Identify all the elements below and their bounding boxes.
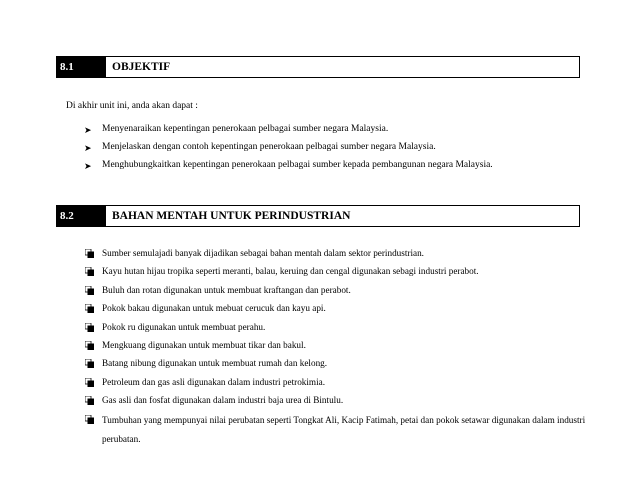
section-title: OBJEKTIF xyxy=(106,56,580,78)
list-item: Pokok ru digunakan untuk membuat perahu. xyxy=(84,319,594,336)
list-item: Pokok bakau digunakan untuk mebuat cerucuk dan kayu api. xyxy=(84,300,594,317)
stacked-squares-icon xyxy=(84,392,102,409)
stacked-squares-icon xyxy=(84,374,102,391)
list-item: Mengkuang digunakan untuk membuat tikar dan bakul. xyxy=(84,337,594,354)
arrowhead-icon: ➤ xyxy=(84,161,92,171)
list-item: Tumbuhan yang mempunyai nilai perubatan seperti Tongkat Ali, Kacip Fatimah, petai dan pokok setawar digunakan dalam industri perubatan. xyxy=(84,411,594,449)
raw-material-list xyxy=(84,245,594,450)
section-title: BAHAN MENTAH UNTUK PERINDUSTRIAN xyxy=(106,205,580,227)
list-item: ➤ Menyenaraikan kepentingan penerokaan pelbagai sumber negara Malaysia. xyxy=(84,124,389,135)
section-heading-8-1 xyxy=(56,56,580,78)
stacked-squares-icon xyxy=(84,355,102,372)
list-item: Kayu hutan hijau tropika seperti meranti, balau, keruing dan cengal digunakan sebagi industri perabot. xyxy=(84,263,594,280)
intro-text: Di akhir unit ini, anda akan dapat : xyxy=(66,101,198,111)
section-number: 8.1 xyxy=(56,56,106,78)
stacked-squares-icon xyxy=(84,282,102,299)
arrowhead-icon: ➤ xyxy=(84,125,92,135)
arrowhead-icon: ➤ xyxy=(84,143,92,153)
stacked-squares-icon xyxy=(84,319,102,336)
stacked-squares-icon xyxy=(84,245,102,262)
stacked-squares-icon xyxy=(84,337,102,354)
list-item: Batang nibung digunakan untuk membuat rumah dan kelong. xyxy=(84,355,594,372)
objective-list xyxy=(84,124,493,178)
stacked-squares-icon xyxy=(84,300,102,317)
stacked-squares-icon xyxy=(84,263,102,280)
list-item: Gas asli dan fosfat digunakan dalam industri baja urea di Bintulu. xyxy=(84,392,594,409)
list-item: Petroleum dan gas asli digunakan dalam industri petrokimia. xyxy=(84,374,594,391)
section-number: 8.2 xyxy=(56,205,106,227)
section-heading-8-2 xyxy=(56,205,580,227)
list-item: Buluh dan rotan digunakan untuk membuat kraftangan dan perabot. xyxy=(84,282,594,299)
stacked-squares-icon xyxy=(84,411,102,428)
list-item: Sumber semulajadi banyak dijadikan sebagai bahan mentah dalam sektor perindustrian. xyxy=(84,245,594,262)
list-item: ➤ Menjelaskan dengan contoh kepentingan penerokaan pelbagai sumber negara Malaysia. xyxy=(84,142,436,153)
list-item: ➤ Menghubungkaitkan kepentingan penerokaan pelbagai sumber kepada pembangunan negara Malaysia. xyxy=(84,160,493,171)
